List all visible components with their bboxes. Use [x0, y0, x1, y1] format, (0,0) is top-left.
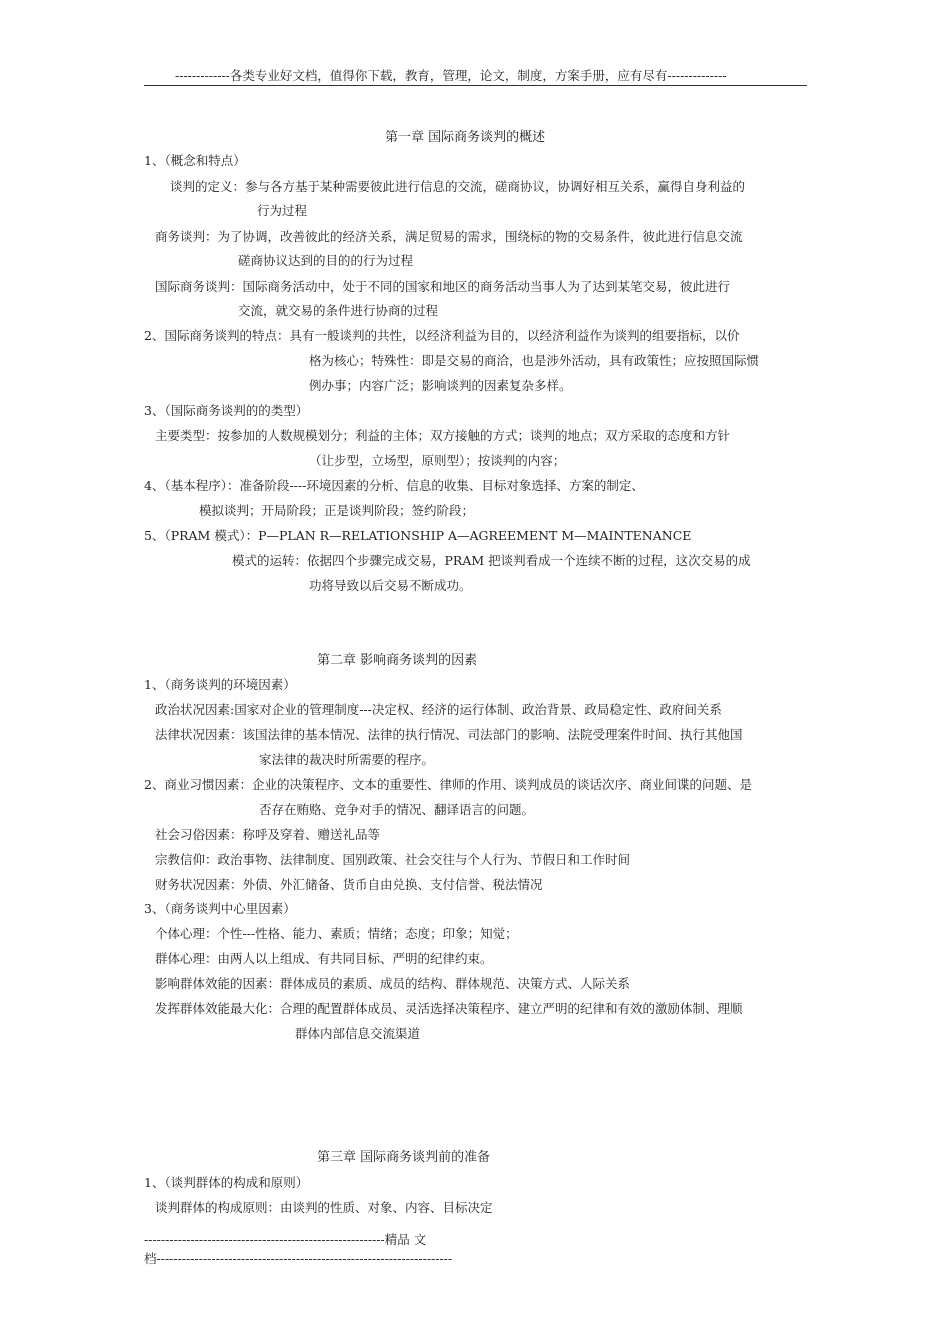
ch1-def-business: 商务谈判：为了协调，改善彼此的经济关系，满足贸易的需求，围绕标的物的交易条件，彼此进行信息交流: [155, 229, 743, 244]
page-footer-line1: ---------------------------------------------------------精品 文: [144, 1232, 427, 1247]
ch2-group-efficiency: 影响群体效能的因素：群体成员的素质、成员的结构、群体规范、决策方式、人际关系: [155, 976, 631, 991]
ch2-maximize-efficiency: 发挥群体效能最大化：合理的配置群体成员、灵活选择决策程序、建立严明的纪律和有效的激励体制、理顺: [155, 1001, 743, 1016]
ch2-political: 政治状况因素:国家对企业的管理制度---决定权、经济的运行体制、政治背景、政局稳定性、政府间关系: [155, 702, 722, 717]
ch2-section-3: 3、（商务谈判中心里因素）: [144, 901, 296, 916]
ch2-legal: 法律状况因素：该国法律的基本情况、法律的执行情况、司法部门的影响、法院受理案件时间、执行其他国: [155, 727, 743, 742]
ch3-composition-principle: 谈判群体的构成原则：由谈判的性质、对象、内容、目标决定: [155, 1200, 493, 1215]
ch2-financial: 财务状况因素：外债、外汇储备、货币自由兑换、支付信誉、税法情况: [155, 877, 543, 892]
ch1-section-5: 5、（PRAM 模式）：P—PLAN R—RELATIONSHIP A—AGREEMENT M—MAINTENANCE: [144, 528, 692, 543]
ch1-def-negotiation: 谈判的定义：参与各方基于某种需要彼此进行信息的交流，磋商协议，协调好相互关系，赢得自身利益的: [170, 179, 746, 194]
ch1-def-business-cont: 磋商协议达到的目的的行为过程: [238, 253, 414, 268]
ch2-religion: 宗教信仰：政治事物、法律制度、国别政策、社会交往与个人行为、节假日和工作时间: [155, 852, 631, 867]
ch1-def-negotiation-cont: 行为过程: [257, 203, 308, 218]
header-rule: [144, 85, 807, 86]
page-header: -------------各类专业好文档，值得你下载，教育，管理，论文，制度，方案手册，应有尽有--------------: [175, 68, 727, 83]
chapter-3-title: 第三章 国际商务谈判前的准备: [317, 1150, 491, 1165]
ch1-def-international-cont: 交流，就交易的条件进行协商的过程: [238, 303, 439, 318]
page-footer-line2: 档----------------------------------------------------------------------: [144, 1251, 453, 1266]
ch1-def-international: 国际商务谈判：国际商务活动中，处于不同的国家和地区的商务活动当事人为了达到某笔交易，彼此进行: [155, 279, 731, 294]
ch2-maximize-efficiency-cont: 群体内部信息交流渠道: [295, 1026, 421, 1041]
ch1-section-2: 2、国际商务谈判的特点：具有一般谈判的共性，以经济利益为目的，以经济利益作为谈判的组要指标，以价: [144, 328, 740, 343]
ch1-pram-operation: 模式的运转：依据四个步骤完成交易，PRAM 把谈判看成一个连续不断的过程，这次交易的成: [232, 553, 751, 568]
chapter-2-title: 第二章 影响商务谈判的因素: [317, 653, 478, 668]
ch2-group-psych: 群体心理：由两人以上组成、有共同目标、严明的纪律约束。: [155, 951, 493, 966]
ch1-pram-operation-cont: 功将导致以后交易不断成功。: [309, 578, 472, 593]
ch1-section-2-cont1: 格为核心；特殊性：即是交易的商洽，也是涉外活动，具有政策性；应按照国际惯: [309, 353, 760, 368]
ch2-legal-cont: 家法律的裁决时所需要的程序。: [259, 752, 435, 767]
ch1-section-1: 1、（概念和特点）: [144, 153, 246, 168]
ch2-section-1: 1、（商务谈判的环境因素）: [144, 677, 296, 692]
ch1-section-4: 4、（基本程序）：准备阶段----环境因素的分析、信息的收集、目标对象选择、方案的制定、: [144, 478, 644, 493]
ch1-section-2-cont2: 例办事；内容广泛；影响谈判的因素复杂多样。: [309, 378, 572, 393]
ch2-section-2-cont: 否存在贿赂、竞争对手的情况、翻译语言的问题。: [259, 802, 535, 817]
ch2-individual-psych: 个体心理：个性---性格、能力、素质；情绪；态度；印象；知觉；: [155, 926, 518, 941]
ch1-types: 主要类型：按参加的人数规模划分；利益的主体；双方接触的方式；谈判的地点；双方采取的态度和方针: [155, 428, 731, 443]
ch3-section-1: 1、（谈判群体的构成和原则）: [144, 1175, 309, 1190]
ch2-section-2: 2、商业习惯因素：企业的决策程序、文本的重要性、律师的作用、谈判成员的谈话次序、商业间谍的问题、是: [144, 777, 752, 792]
chapter-1-title: 第一章 国际商务谈判的概述: [385, 130, 546, 145]
ch1-section-3: 3、（国际商务谈判的的类型）: [144, 403, 309, 418]
ch1-types-cont: （让步型，立场型，原则型）；按谈判的内容；: [309, 453, 566, 468]
ch1-section-4-cont: 模拟谈判；开局阶段；正是谈判阶段；签约阶段；: [199, 503, 475, 518]
ch2-social-customs: 社会习俗因素：称呼及穿着、赠送礼品等: [155, 827, 381, 842]
